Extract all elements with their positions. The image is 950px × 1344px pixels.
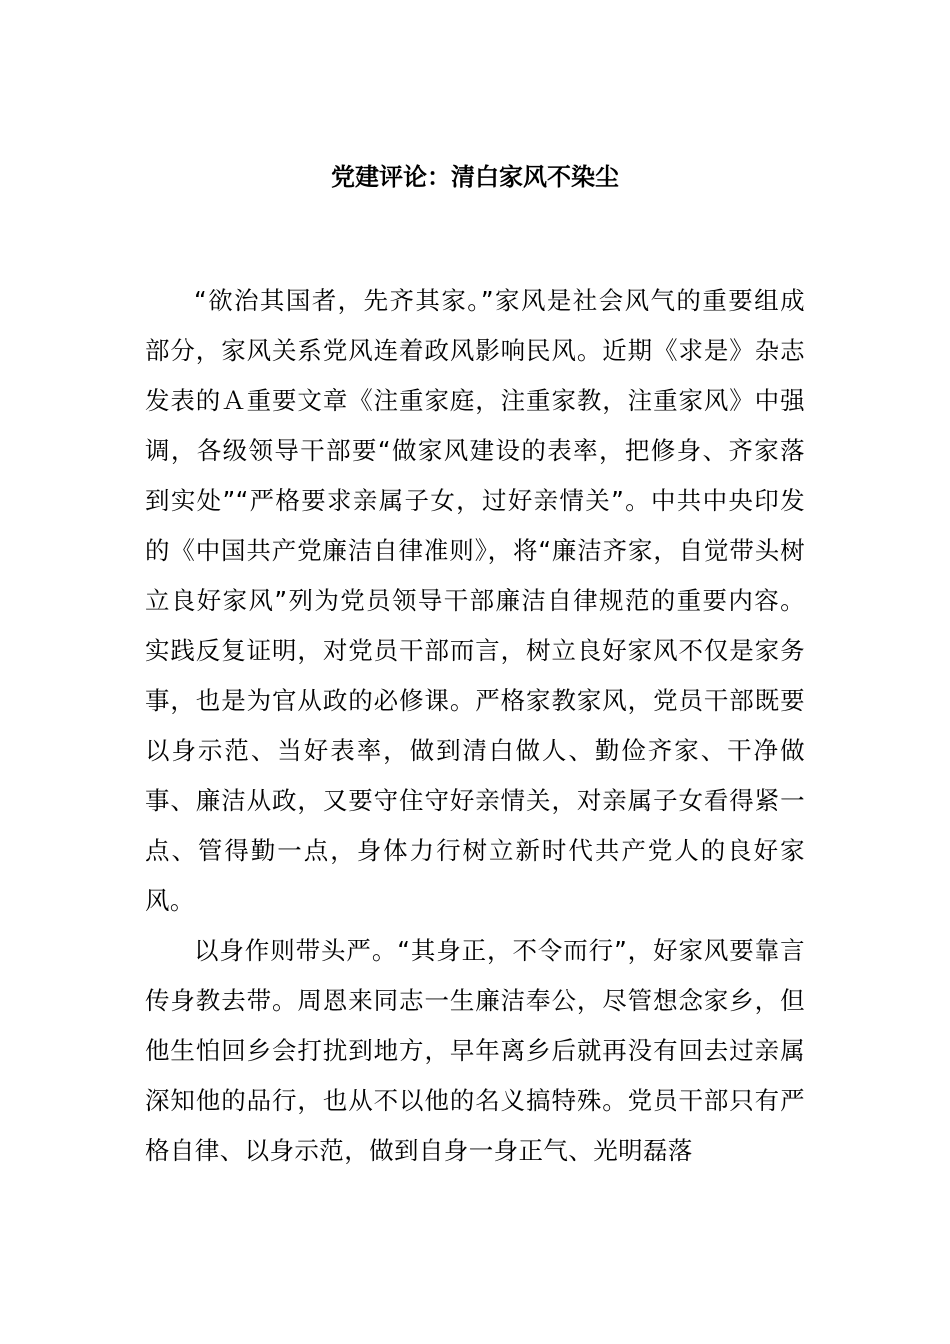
document-title: 党建评论：清白家风不染尘: [331, 163, 619, 191]
document-body: [145, 276, 805, 1176]
paragraph-2: 以身作则带头严。“其身正，不令而行”，好家风要靠言传身教去带。周恩来同志一生廉洁奉公，尽管想念家乡，但他生怕回乡会打扰到地方，早年离乡后就再没有回去过亲属深知他的品行，也从不以他的名义搞特殊。党员干部只有严格自律、以身示范，做到自身一身正气、光明磊落: [145, 936, 805, 1165]
paragraph-1: “欲治其国者，先齐其家。”家风是社会风气的重要组成部分，家风关系党风连着政风影响民风。近期《求是》杂志发表的Ａ重要文章《注重家庭，注重家教，注重家风》中强调，各级领导干部要“做家风建设的表率，把修身、齐家落到实处”“严格要求亲属子女，过好亲情关”。中共中央印发的《中国共产党廉洁自律准则》，将“廉洁齐家，自觉带头树立良好家风”列为党员领导干部廉洁自律规范的重要内容。实践反复证明，对党员干部而言，树立良好家风不仅是家务事，也是为官从政的必修课。严格家教家风，党员干部既要以身示范、当好表率，做到清白做人、勤俭齐家、干净做事、廉洁从政，又要守住守好亲情关，对亲属子女看得紧一点、管得勤一点，身体力行树立新时代共产党人的良好家风。: [145, 286, 805, 915]
